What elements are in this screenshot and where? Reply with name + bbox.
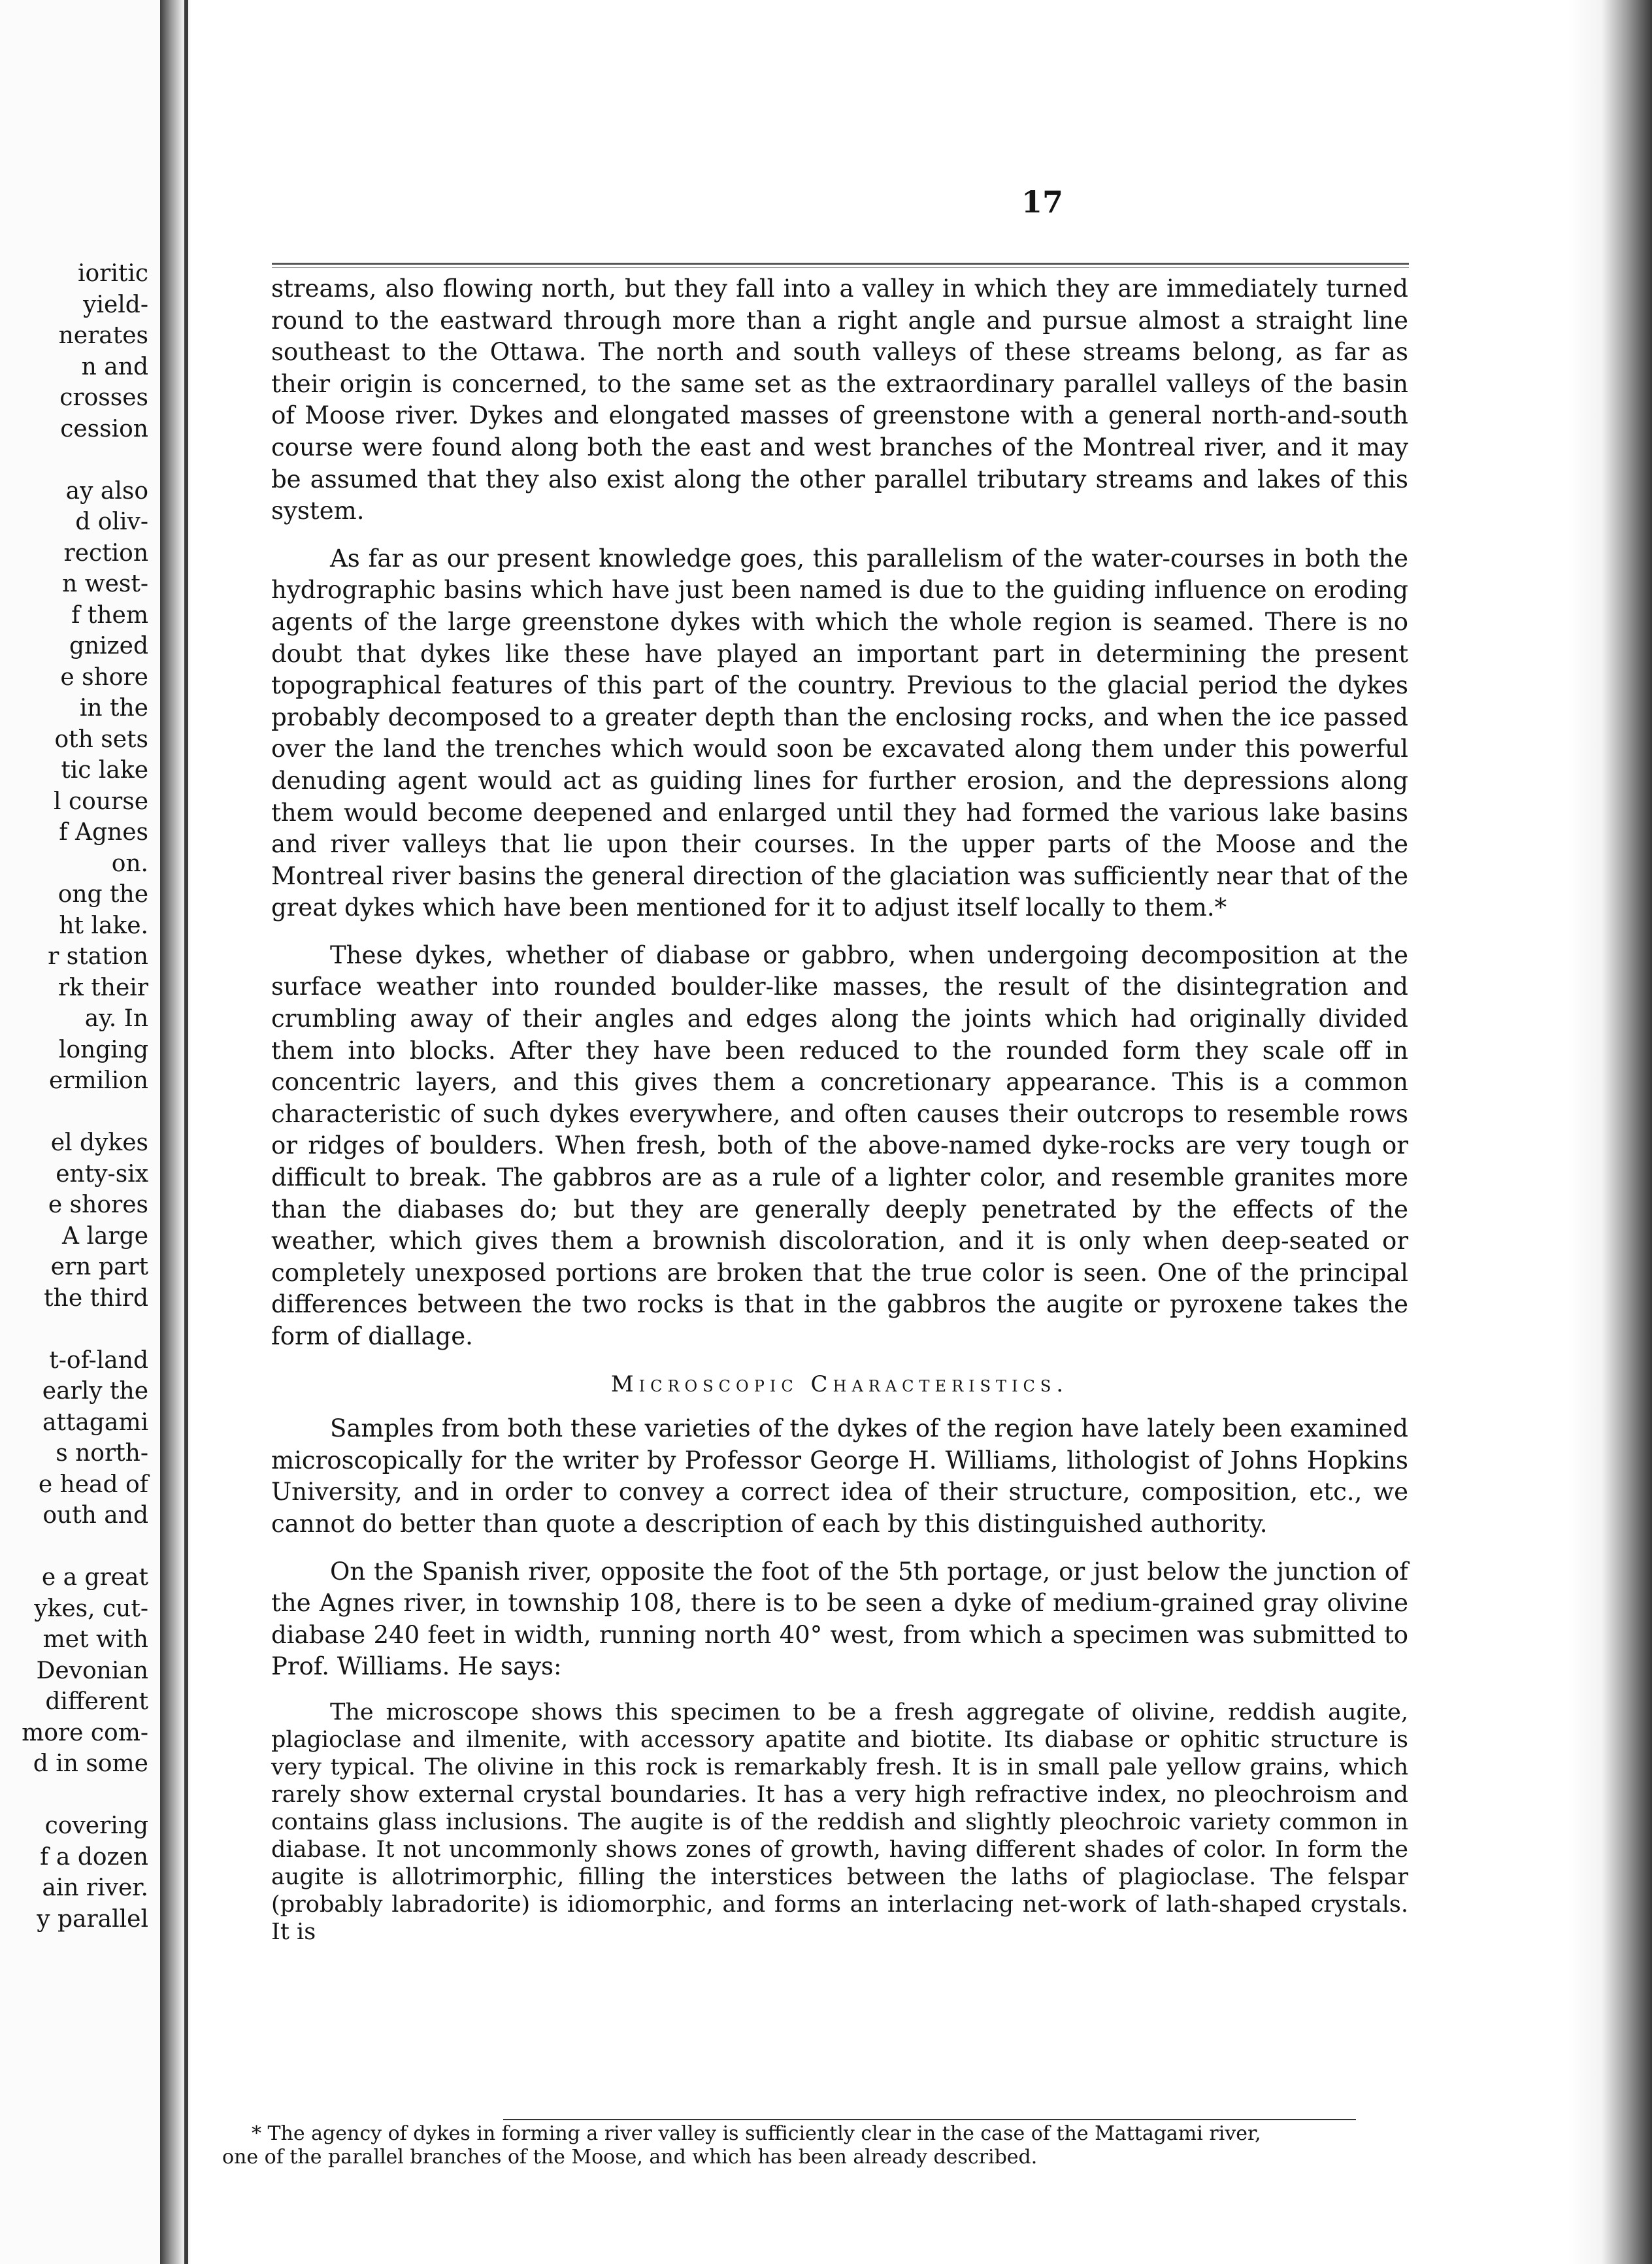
facing-page-line: e shores [48,1191,148,1218]
facing-page-line: e shore [60,663,148,691]
facing-page-line: tic lake [61,757,148,784]
facing-page-line: e head of [38,1471,148,1498]
facing-page-line: the third [44,1284,148,1312]
facing-page-line: d oliv- [75,508,148,535]
paragraph-1: streams, also flowing north, but they fall into a valley in which they are immediately turned round to the eastward through more than a right angle and pursue almost a straight line southeast to the Ottawa. The north and south valleys of these streams belong, as far as their origin is concerned, to the same set as the extraordinary parallel valleys of the basin of Moose river. Dykes and elongated masses of greenstone with a general north-and-south course were found along both the east and west branches of the Montreal river, and it may be assumed that they also exist along the other parallel tributary streams and lakes of this system. [271,275,1408,525]
page-number: 17 [1021,184,1063,220]
facing-page-line: ht lake. [59,912,148,939]
facing-page-line: met with [42,1626,148,1653]
facing-page-line: s north- [56,1440,148,1467]
facing-page-line: f them [71,601,148,629]
footnote-rule [503,2119,1356,2120]
facing-page-line: ykes, cut- [34,1595,148,1622]
facing-page-line: ioritic [77,260,148,287]
facing-page-line [0,1097,148,1128]
facing-page-line: outh and [42,1502,148,1529]
body-text [271,273,1408,1946]
facing-page-line: different [45,1688,148,1715]
facing-page-line: el dykes [50,1129,148,1156]
facing-page-line: rection [63,539,148,567]
facing-page-line: attagami [42,1408,148,1436]
facing-page-line: n west- [62,571,148,597]
facing-page-line: l course [54,788,148,815]
paragraph-4: Samples from both these varieties of the dykes of the region have lately been examined microscopically for the writer by Professor George H. Williams, lithologist of Johns Hopkins University, and in order to convey a correct idea of their structure, composition, etc., we cannot do better than quote a description of each by this distinguished authority. [271,1414,1408,1538]
facing-page-line: ain river. [42,1874,148,1901]
facing-page-line: f Agnes [59,819,148,846]
facing-page-line: rk their [58,974,148,1001]
facing-page-line: more com- [22,1719,148,1746]
quotation: The microscope shows this specimen to be a fresh aggregate of olivine, reddish augite, plagioclase and ilmenite, with accessory apatite and biotite. Its diabase or ophitic structure is very typical. The olivine in this rock is remarkably fresh. It is in small pale yellow grains, which rarely show external crystal boundaries. It has a very high refractive index, no pleochroism and contains glass inclusions. The augite is of the reddish and slightly pleochroic variety common in diabase. It not uncommonly shows zones of growth, having different shades of color. In form the augite is allotrimorphic, filling the interstices between the laths of plagioclase. The felspar (probably labradorite) is idiomorphic, and forms an interlacing net-work of lath-shaped crystals. It is [271,1699,1408,1945]
facing-page-line [0,1314,148,1345]
paragraph-5: On the Spanish river, opposite the foot of the 5th portage, or just below the junction of the Agnes river, in township 108, there is to be seen a dyke of medium-grained gray olivine diabase 240 feet in width, running north 40° west, from which a specimen was submitted to Prof. Williams. He says: [271,1557,1408,1681]
facing-page-line: on. [111,850,148,877]
facing-page-line: crosses [59,384,148,411]
facing-page-line: d in some [33,1750,148,1777]
facing-page-line: early the [42,1378,148,1405]
facing-page-line: e a great [41,1564,148,1591]
facing-page-line [0,1780,148,1811]
facing-page-line: longing [58,1036,148,1063]
facing-page-line: r station [48,943,148,970]
facing-page-line: yield- [83,291,148,318]
facing-page-line: f a dozen [40,1843,148,1871]
page-edge [1568,0,1652,2264]
facing-page-line [0,444,148,476]
facing-page-line: y parallel [37,1905,148,1933]
header-rule [272,263,1409,268]
footnote-line-1: * The agency of dykes in forming a river valley is sufficiently clear in the case of the Mattagami river, [252,2122,1261,2145]
facing-page-line: ong the [58,881,148,908]
facing-page-line: t-of-land [49,1346,148,1374]
footnote-line-2: one of the parallel branches of the Moose, and which has been already described. [222,2146,1038,2169]
footnote [222,2122,1372,2169]
facing-page-line: n and [81,353,148,380]
facing-page-line: ay also [65,477,148,505]
facing-page-line: ay. In [84,1005,148,1032]
facing-page-line: ermilion [48,1067,148,1094]
facing-page-line: Devonian [36,1657,148,1684]
facing-page-line: enty-six [56,1160,148,1188]
facing-page-text [0,258,148,1935]
facing-page-fragment [0,0,160,2264]
section-heading: Microscopic Characteristics. [610,1371,1069,1397]
facing-page-line: A large [62,1222,148,1250]
gutter-shadow [184,0,188,2264]
facing-page-line: gnized [69,633,148,659]
facing-page-line: oth sets [54,725,148,753]
facing-page-line: nerates [58,322,148,349]
facing-page-line: cession [60,415,148,442]
paragraph-3: These dykes, whether of diabase or gabbro, when undergoing decomposition at the surface weather into rounded boulder-like masses, the result of the disintegration and crumbling away of their angles and edges along the joints which had originally divided them into blocks. After they have been reduced to the rounded form they scale off in concentric layers, and this gives them a concretionary appearance. This is a common characteristic of such dykes everywhere, and often causes their outcrops to resemble rows or ridges of boulders. When fresh, both of the above-named dyke-rocks are very tough or difficult to break. The gabbros are as a rule of a lighter color, and resemble granites more than the diabases do; but they are generally deeply penetrated by the effects of the weather, which gives them a brownish discoloration, and it is only when deep-seated or completely unexposed portions are broken that the true color is seen. One of the principal differences between the two rocks is that in the gabbros the augite or pyroxene takes the form of diallage. [271,941,1408,1350]
facing-page-line: in the [79,695,148,722]
paragraph-2: As far as our present knowledge goes, this parallelism of the water-courses in both the hydrographic basins which have just been named is due to the guiding influence on eroding agents of the large greenstone dykes with which the whole region is seamed. There is no doubt that dykes like these have played an important part in determining the present topographical features of this part of the country. Previous to the glacial period the dykes probably decomposed to a greater depth than the enclosing rocks, and when the ice passed over the land the trenches which would soon be excavated along them under this powerful denuding agent would act as guiding lines for further erosion, and the depressions along them would become deepened and enlarged until they had formed the various lake basins and river valleys that lie upon their courses. In the upper parts of the Moose and the Montreal river basins the general direction of the glaciation was sufficiently near that of the great dykes which have been mentioned for it to adjust itself locally to them.* [271,544,1408,922]
facing-page-line [0,1531,148,1563]
facing-page-line: ern part [50,1254,148,1280]
facing-page-line: covering [44,1812,148,1839]
